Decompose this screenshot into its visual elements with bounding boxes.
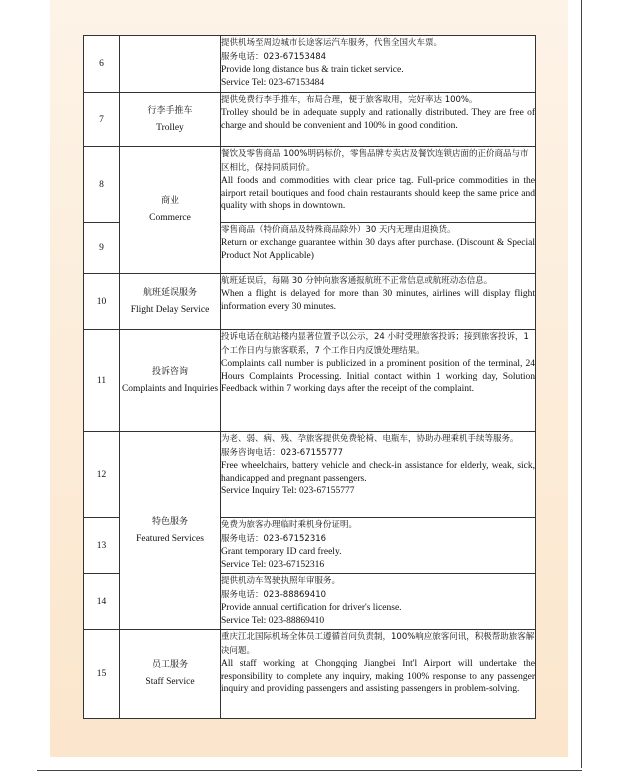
description-cell [221,630,536,719]
row-number: 9 [84,223,120,274]
category-zh: 商业 [160,196,179,206]
description-en: Complaints call number is publicized in a prominent position of the terminal, 24 Hours Complaints Processing. Initial contact within 1 working day, Solution Feedback within 7 working days after the receipt of the complaint. [221,359,535,394]
page-right-rule [581,0,582,768]
category-zh: 行李手推车 [147,105,193,116]
service-phone-zh: 服务电话：023-67153484 [221,52,327,62]
category-cell [120,93,221,147]
table-row [84,147,536,223]
category-en: Commerce [149,213,191,223]
description-cell [221,36,536,93]
description-cell [221,274,536,330]
description-en: Return or exchange guarantee within 30 days after purchase. (Discount & Special Product Not Applicable) [221,238,535,261]
category-cell [120,330,221,432]
row-number: 7 [84,93,120,147]
description-en: Provide long distance bus & train ticket service. [221,65,404,75]
service-phone-en: Service Inquiry Tel: 023-67155777 [221,486,355,496]
service-phone-zh: 服务咨询电话：023-67155777 [221,448,344,458]
row-number: 12 [84,432,120,518]
row-number: 13 [84,518,120,574]
service-phone-en: Service Tel: 023-88869410 [221,615,325,626]
service-phone-en: Service Tel: 023-67152316 [221,559,325,570]
row-number: 10 [84,274,120,330]
row-number: 8 [84,147,120,223]
page-bottom-rule [37,770,582,771]
description-en: Provide annual certification for driver's license. [221,603,402,613]
row-number: 15 [84,630,120,719]
description-zh: 重庆江北国际机场全体员工遵循首问负责制，100%响应旅客问讯，积极帮助旅客解决问题。 [221,632,535,656]
service-phone-zh: 服务电话：023-67152316 [221,534,327,544]
description-zh: 餐饮及零售商品 100%明码标价，零售品牌专卖店及餐饮连锁店面的正价商品与市区相比，保持同质同价。 [221,149,529,173]
category-en: Featured Services [136,533,204,544]
category-cell [120,630,221,719]
row-number: 6 [84,36,120,93]
description-en: All foods and commodities with clear price tag. Full-price commodities in the airport retail boutiques and food chain restaurants should keep the same price and quality with shops in downtown. [221,176,535,211]
category-cell [120,274,221,330]
description-en: When a flight is delayed for more than 30 minutes, airlines will display flight information every 30 minutes. [221,289,535,312]
description-zh: 为老、弱、病、残、孕旅客提供免费轮椅、电瓶车，协助办理乘机手续等服务。 [221,434,519,444]
description-cell [221,574,536,630]
description-zh: 提供机动车驾驶执照年审服务。 [221,576,341,586]
description-cell [221,147,536,223]
description-cell [221,223,536,274]
description-en: Trolley should be in adequate supply and rationally distributed. They are free of charge and should be convenient and 100% in good condition. [221,108,535,131]
service-phone-en: Service Tel: 023-67153484 [221,77,325,88]
description-zh: 零售商品（特价商品及特殊商品除外）30 天内无理由退换货。 [221,225,456,235]
description-zh: 免费为旅客办理临时乘机身份证明。 [221,520,358,530]
table-row [84,36,536,93]
category-zh: 特色服务 [151,516,188,527]
category-en: Flight Delay Service [130,304,210,315]
category-zh: 员工服务 [151,660,188,670]
description-zh: 提供机场至周边城市长途客运汽车服务，代售全国火车票。 [221,38,443,48]
row-number: 14 [84,574,120,630]
description-cell [221,432,536,518]
category-zh: 投诉咨询 [151,366,188,377]
table-row [84,274,536,330]
category-zh: 航班延误服务 [142,287,197,298]
description-cell [221,518,536,574]
service-phone-zh: 服务电话：023-88869410 [221,590,327,600]
table-row [84,330,536,432]
description-zh: 投诉电话在航站楼内显著位置予以公示，24 小时受理旅客投诉；接到旅客投诉，1 个工作日内与旅客联系，7 个工作日内反馈处理结果。 [221,332,529,356]
table-row [84,93,536,147]
description-zh: 航班延误后，每隔 30 分钟向旅客通报航班不正常信息或航班动态信息。 [221,276,493,286]
category-en: Trolley [156,122,184,133]
row-number: 11 [84,330,120,432]
category-en: Staff Service [145,677,195,687]
category-cell-featured [120,432,221,630]
description-cell [221,330,536,432]
description-cell [221,93,536,147]
table-row [84,630,536,719]
table-row [84,432,536,518]
description-en: Grant temporary ID card freely. [221,547,342,557]
category-en: Complaints and Inquiries [121,383,219,394]
description-zh: 提供免费行李手推车，布局合理，便于旅客取用，完好率达 100%。 [221,95,478,105]
description-en: Free wheelchairs, battery vehicle and check-in assistance for elderly, weak, sick, handicapped and pregnant passengers. [221,461,535,484]
category-cell-commerce [120,147,221,274]
description-en: All staff working at Chongqing Jiangbei Int'l Airport will undertake the responsibility to complete any inquiry, making 100% response to any passenger inquiry and providing passengers and assisting passengers in problem-solving. [221,659,535,694]
service-table [83,35,536,719]
category-cell-empty [120,36,221,93]
